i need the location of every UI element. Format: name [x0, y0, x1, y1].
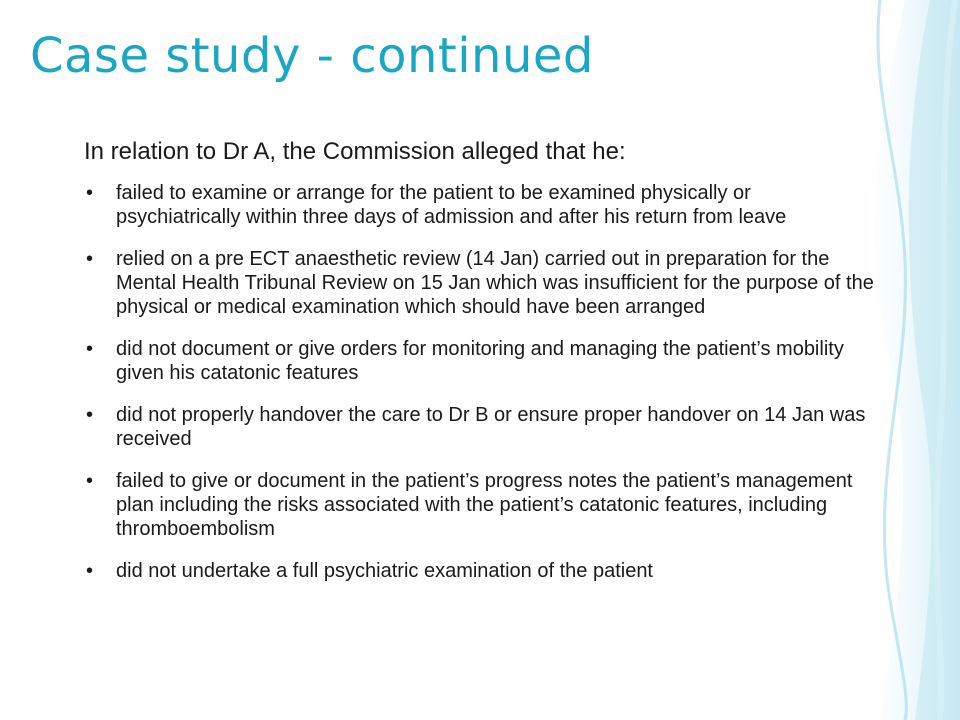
list-item [84, 181, 874, 229]
bullet-icon: • [86, 338, 94, 361]
list-item-text: failed to give or document in the patient’s progress notes the patient’s management plan including the risks associated with the patient’s catatonic features, including thromboembolism [116, 470, 853, 541]
list-item [84, 403, 874, 451]
list-item-text: failed to examine or arrange for the patient to be examined physically or psychiatrically within three days of admission and after his return from leave [116, 182, 787, 229]
bullet-icon: • [86, 248, 94, 271]
slide-body [84, 136, 874, 583]
list-item-text: did not document or give orders for monitoring and managing the patient’s mobility given his catatonic features [116, 338, 844, 385]
list-item-text: relied on a pre ECT anaesthetic review (14 Jan) carried out in preparation for the Mental Health Tribunal Review on 15 Jan which was insufficient for the purpose of the physical or medical examination which should have been arranged [116, 248, 874, 319]
list-item [84, 337, 874, 385]
list-item-text: did not properly handover the care to Dr B or ensure proper handover on 14 Jan was received [116, 404, 866, 451]
bullet-icon: • [86, 182, 94, 205]
bullet-icon: • [86, 404, 94, 427]
bullet-icon: • [86, 470, 94, 493]
bullet-icon: • [86, 560, 94, 583]
list-item [84, 247, 874, 319]
list-item [84, 469, 874, 541]
allegation-list [84, 181, 874, 583]
list-item [84, 559, 874, 583]
list-item-text: did not undertake a full psychiatric examination of the patient [116, 560, 653, 583]
intro-text: In relation to Dr A, the Commission alleged that he: [84, 138, 626, 165]
slide-title: Case study - continued [30, 28, 594, 84]
